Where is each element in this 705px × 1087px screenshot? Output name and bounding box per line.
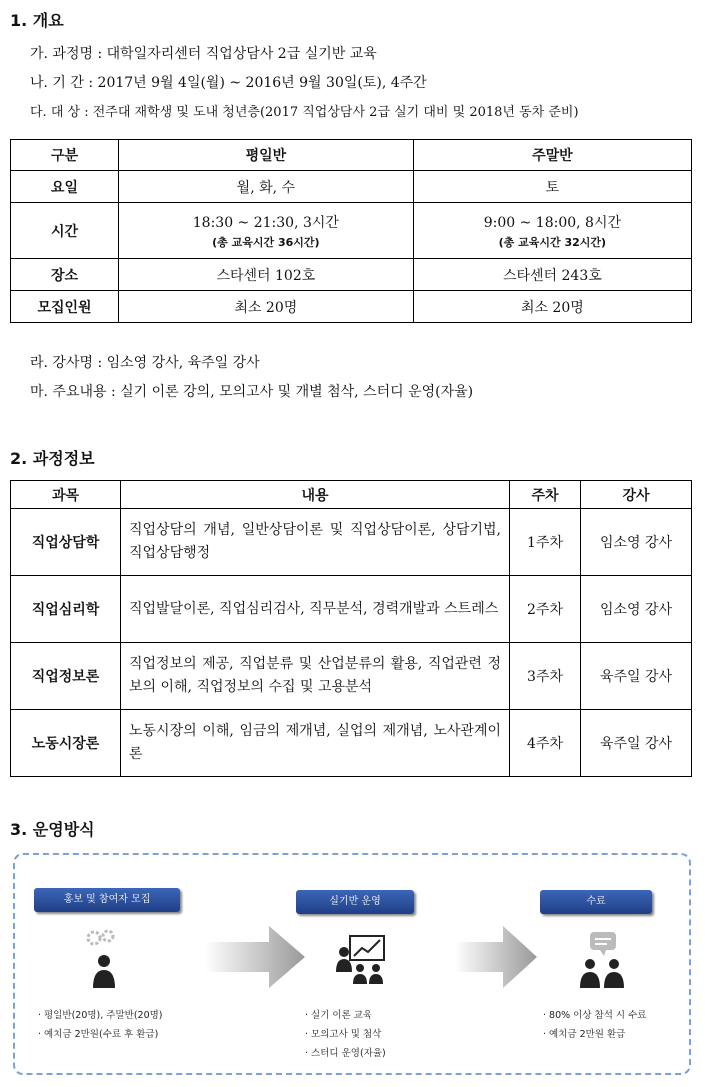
subject-cell: 직업정보론 [11,643,121,710]
list-item: · 실기 이론 교육 [305,1010,373,1021]
list-item: · 평일반(20명), 주말반(20명) [38,1010,163,1021]
period-line [30,72,427,92]
teacher-cell: 임소영 강사 [581,576,692,643]
flow-arrow-icon [205,926,305,988]
header-teacher: 강사 [581,481,692,509]
table-row [11,509,692,576]
week-cell: 3주차 [510,643,581,710]
weekday-total-hours: (총 교육시간 36시간) [212,235,320,249]
table-row [11,710,692,777]
header-content: 내용 [121,481,510,509]
table-row [11,643,692,710]
overview-row-place [11,259,692,291]
content-cell: 직업정보의 제공, 직업분류 및 산업분류의 활용, 직업관련 정보의 이해, 직업정보의 수집 및 고용분석 [121,643,510,710]
target-value: : 전주대 재학생 및 도내 청년층(2017 직업상담사 2급 실기 대비 및 2018년 동차 준비) [84,105,579,120]
list-item: · 80% 이상 참석 시 수료 [543,1010,647,1021]
week-cell: 2주차 [510,576,581,643]
overview-table [10,139,692,323]
step-operate-badge: 실기반 운영 [296,890,414,914]
step-complete-badge: 수료 [540,890,652,914]
course-name-line [30,43,377,63]
teacher-cell: 임소영 강사 [581,509,692,576]
section2-title: 2. 과정정보 [10,449,95,468]
instructor-label: 라. 강사명 [30,355,93,371]
overview-row-time [11,203,692,259]
people-chat-icon [574,930,630,990]
week-cell: 1주차 [510,509,581,576]
header-weekend: 주말반 [413,140,691,171]
header-category: 구분 [11,140,119,171]
list-item: · 예치금 2만원 환급 [543,1029,626,1040]
content-cell: 직업발달이론, 직업심리검사, 직무분석, 경력개발과 스트레스 [121,576,510,643]
subject-cell: 직업상담학 [11,509,121,576]
overview-row-days [11,171,692,203]
section1-title: 1. 개요 [10,11,64,30]
teacher-cell: 육주일 강사 [581,643,692,710]
main-content-value: : 실기 이론 강의, 모의고사 및 개별 첨삭, 스터디 운영(자율) [110,384,474,400]
list-item: · 예치금 2만원(수료 후 환급) [38,1029,159,1040]
course-name-value: : 대학일자리센터 직업상담사 2급 실기반 교육 [97,46,377,62]
subject-cell: 노동시장론 [11,710,121,777]
instructor-line [30,352,260,372]
week-cell: 4주차 [510,710,581,777]
weekend-total-hours: (총 교육시간 32시간) [498,235,607,249]
overview-header-row [11,140,692,171]
step-complete-details [543,1006,646,1044]
overview-row-capacity [11,291,692,323]
course-info-table [10,480,692,777]
course-header-row [11,481,692,509]
course-name-label: 가. 과정명 [30,46,93,62]
step-operate-details [305,1006,386,1063]
step-recruit-badge: 홍보 및 참여자 모집 [34,888,180,912]
gears-person-icon [82,928,132,990]
weekday-cell: 스타센터 102호 [119,259,414,291]
table-row [11,576,692,643]
weekday-time: 18:30 ~ 21:30, 3시간 [192,214,339,231]
header-week: 주차 [510,481,581,509]
weekday-cell: 월, 화, 수 [119,171,414,203]
header-subject: 과목 [11,481,121,509]
weekend-cell [413,203,691,259]
main-content-label: 마. 주요내용 [30,384,107,400]
weekday-cell [119,203,414,259]
target-line [30,101,579,120]
period-label: 나. 기 간 [30,75,84,91]
section3-title: 3. 운영방식 [10,820,95,839]
list-item: · 스터디 운영(자율) [305,1048,386,1059]
list-item: · 모의고사 및 첨삭 [305,1029,382,1040]
header-weekday: 평일반 [119,140,414,171]
weekend-time: 9:00 ~ 18:00, 8시간 [483,214,621,231]
content-cell: 노동시장의 이해, 임금의 제개념, 실업의 제개념, 노사관계이론 [121,710,510,777]
row-label: 시간 [11,203,119,259]
row-label: 모집인원 [11,291,119,323]
weekend-cell: 최소 20명 [413,291,691,323]
content-cell: 직업상담의 개념, 일반상담이론 및 직업상담이론, 상담기법, 직업상담행정 [121,509,510,576]
main-content-line [30,381,473,401]
row-label: 장소 [11,259,119,291]
target-label: 다. 대 상 [30,105,81,120]
teacher-cell: 육주일 강사 [581,710,692,777]
instructor-value: : 임소영 강사, 육주일 강사 [97,355,260,371]
weekday-cell: 최소 20명 [119,291,414,323]
flow-arrow-icon [455,926,537,988]
presentation-icon [332,932,388,986]
weekend-cell: 토 [413,171,691,203]
step-recruit-details [38,1006,163,1044]
weekend-cell: 스타센터 243호 [413,259,691,291]
period-value: : 2017년 9월 4일(월) ~ 2016년 9월 30일(토), 4주간 [88,75,427,91]
subject-cell: 직업심리학 [11,576,121,643]
row-label: 요일 [11,171,119,203]
